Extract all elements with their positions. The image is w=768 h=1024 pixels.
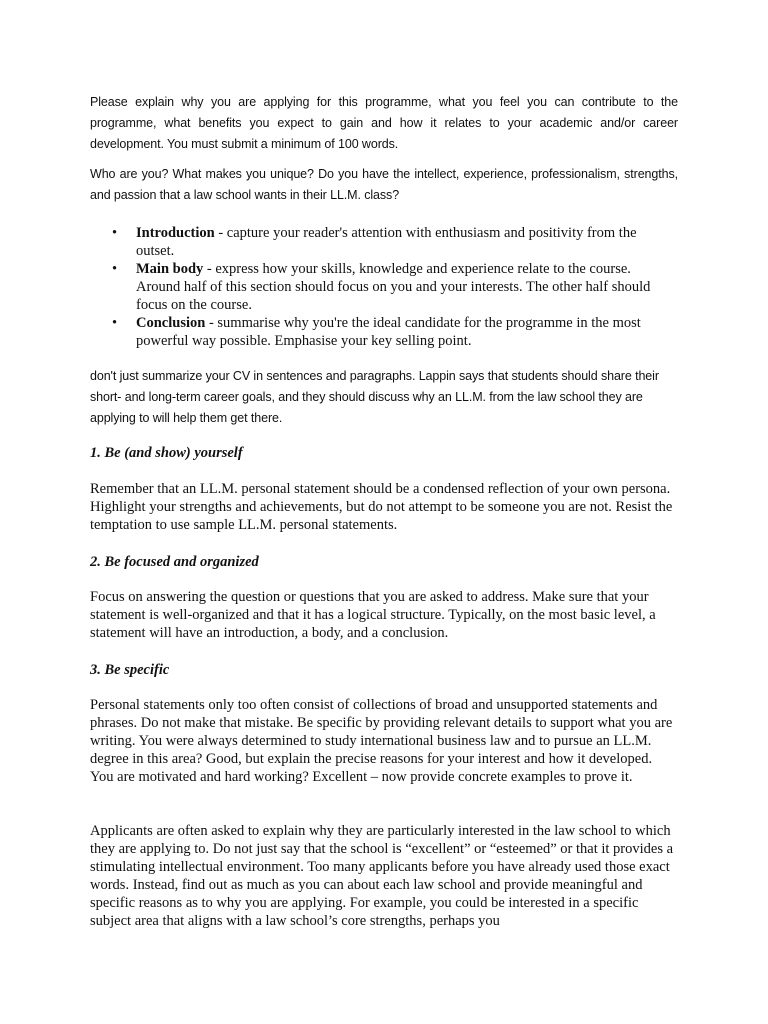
- section-paragraph: Applicants are often asked to explain why they are particularly interested in the law school to which they are applying to. Do not just say that the school is “excellent” or “esteemed” or that it provides a stimulating intellectual environment. Too many applicants before you have already used those exact words. Instead, find out as much as you can about each law school and provide meaningful and specific reasons as to why you are applying. For example, you could be interested in a specific subject area that aligns with a law school’s core strengths, perhaps you: [90, 823, 674, 929]
- bullet-dot: •: [112, 261, 118, 277]
- section-heading-be-yourself: 1. Be (and show) yourself: [90, 445, 243, 461]
- questions-paragraph: Who are you? What makes you unique? Do you have the intellect, experience, professionalism, strengths, and passion that a law school wants in their LL.M. class?: [90, 167, 678, 202]
- section-heading-be-specific: 3. Be specific: [90, 662, 170, 678]
- cv-paragraph: don't just summarize your CV in sentences and paragraphs. Lappin says that students should share their short- and long-term career goals, and they should discuss why an LL.M. from the law school they are applying to will help them get there.: [90, 369, 659, 425]
- bullet-dot: •: [112, 315, 118, 331]
- intro-paragraph: Please explain why you are applying for this programme, what you feel you can contribute to the programme, what benefits you expect to gain and how it relates to your academic and/or career development. You must submit a minimum of 100 words.: [90, 95, 678, 151]
- bullet-introduction: [90, 224, 678, 260]
- bullet-text: - capture your reader's attention with enthusiasm and positivity from the outset.: [136, 225, 637, 259]
- section-paragraph: Focus on answering the question or questions that you are asked to address. Make sure that your statement is well-organized and that it has a logical structure. Typically, on the most basic level, a statement will have an introduction, a body, and a conclusion.: [90, 589, 656, 641]
- bullet-dot: •: [112, 225, 118, 241]
- section-heading-be-focused: 2. Be focused and organized: [90, 554, 259, 570]
- bullet-text: - summarise why you're the ideal candidate for the programme in the most powerful way possible. Emphasise your key selling point.: [136, 315, 641, 349]
- section-paragraph: Remember that an LL.M. personal statement should be a condensed reflection of your own persona. Highlight your strengths and achievements, but do not attempt to be someone you are not. Resist the temptation to use sample LL.M. personal statements.: [90, 481, 673, 533]
- bullet-title: Main body: [136, 261, 204, 277]
- bullet-main-body: [90, 260, 678, 314]
- bullet-text: - express how your skills, knowledge and experience relate to the course. Around half of this section should focus on you and your interests. The other half should focus on the course.: [136, 261, 651, 313]
- bullet-title: Conclusion: [136, 315, 206, 331]
- bullet-title: Introduction: [136, 225, 215, 241]
- bullet-conclusion: [90, 314, 678, 350]
- bullet-list: [90, 224, 678, 350]
- section-paragraph: Personal statements only too often consist of collections of broad and unsupported statements and phrases. Do not make that mistake. Be specific by providing relevant details to support what you are writing. You were always determined to study international business law and to pursue an LL.M. degree in this area? Good, but explain the precise reasons for your interest and how it developed. You are motivated and hard working? Excellent – now provide concrete examples to prove it.: [90, 697, 673, 785]
